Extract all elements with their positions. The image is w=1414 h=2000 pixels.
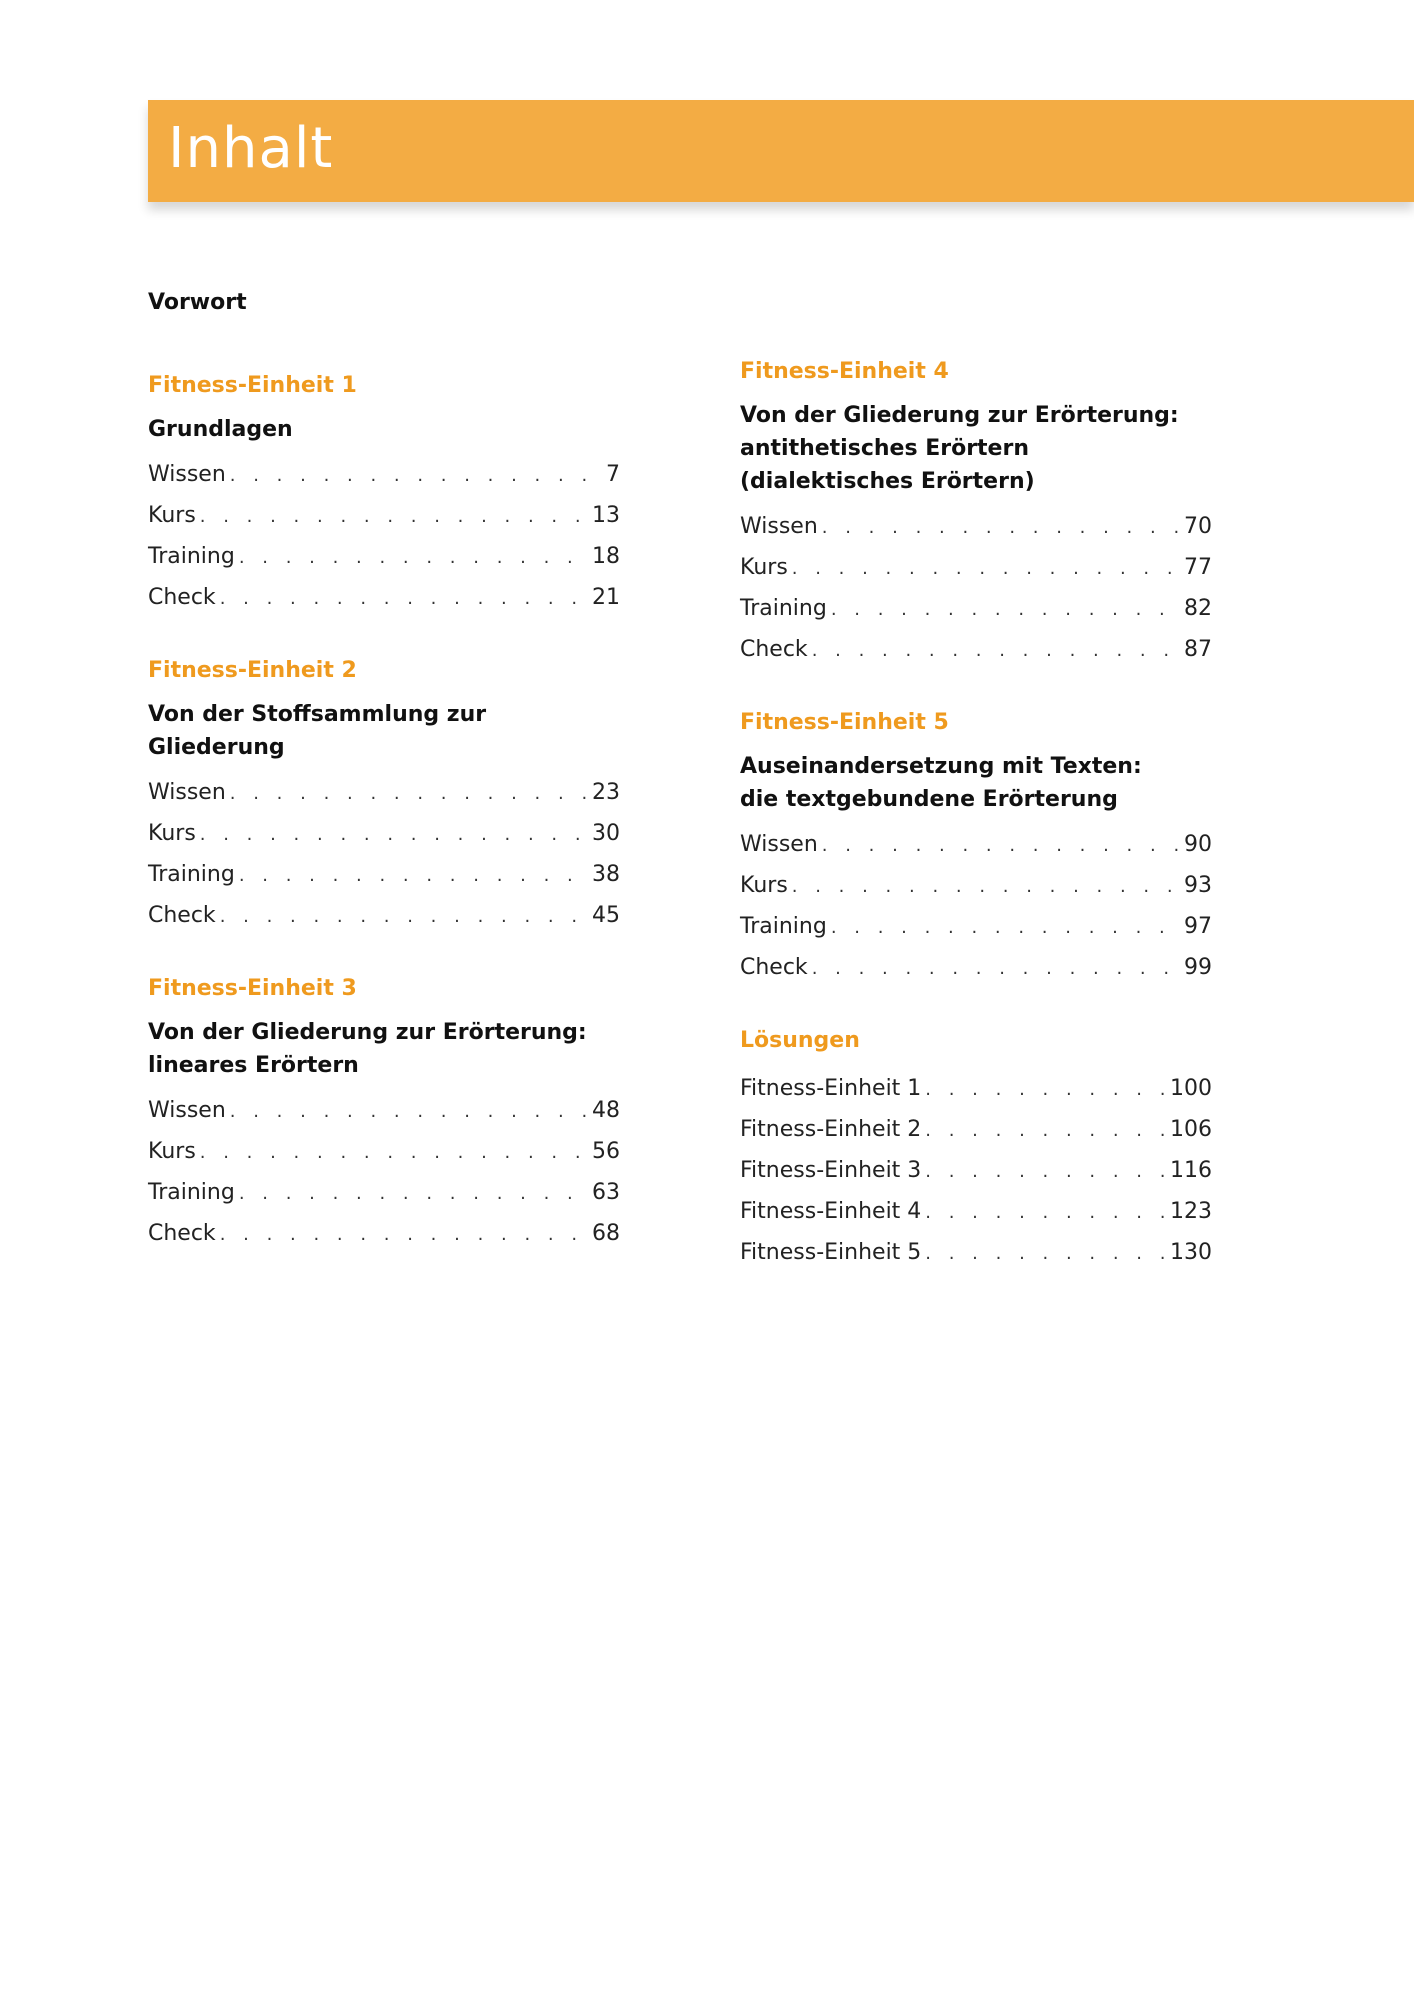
toc-entry-page-number: 30 <box>592 821 620 846</box>
dot-leader <box>239 537 586 578</box>
toc-entry-page-number: 56 <box>592 1139 620 1164</box>
toc-entry[interactable] <box>740 1068 1212 1109</box>
toc-entry-label: Wissen <box>148 1098 226 1123</box>
toc-entry-page-number: 130 <box>1170 1240 1212 1265</box>
dot-leader <box>925 1069 1164 1110</box>
toc-entry-label: Training <box>148 544 235 569</box>
toc-entry-page-number: 13 <box>592 503 620 528</box>
toc-entry-label: Training <box>740 596 827 621</box>
toc-entry-label: Check <box>148 1221 216 1246</box>
unit-subtitle: Von der Stoffsammlung zur Gliederung <box>148 702 487 760</box>
toc-entry[interactable] <box>148 495 620 536</box>
toc-section <box>740 1026 1212 1273</box>
toc-entry-page-number: 90 <box>1184 832 1212 857</box>
toc-entry-label: Fitness-Einheit 1 <box>740 1076 922 1101</box>
toc-entry-page-number: 18 <box>592 544 620 569</box>
dot-leader <box>925 1192 1164 1233</box>
toc-entry[interactable] <box>148 577 620 618</box>
toc-entry[interactable] <box>148 895 620 936</box>
dot-leader <box>230 455 600 496</box>
toc-entry-page-number: 38 <box>592 862 620 887</box>
toc-entry-page-number: 45 <box>592 903 620 928</box>
toc-entry-label: Training <box>148 1180 235 1205</box>
toc-entry-page-number: 93 <box>1184 873 1212 898</box>
dot-leader <box>200 496 586 537</box>
toc-entry[interactable] <box>740 824 1212 865</box>
unit-title[interactable]: Lösungen <box>740 1028 860 1053</box>
toc-preface-link[interactable]: Vorwort <box>148 290 247 315</box>
toc-entry-page-number: 68 <box>592 1221 620 1246</box>
toc-entry-label: Fitness-Einheit 2 <box>740 1117 922 1142</box>
toc-entry-label: Fitness-Einheit 5 <box>740 1240 922 1265</box>
unit-title[interactable]: Fitness-Einheit 3 <box>148 976 357 1001</box>
toc-entry-label: Check <box>148 903 216 928</box>
dot-leader <box>220 896 586 937</box>
toc-section <box>740 708 1212 988</box>
toc-entry[interactable] <box>740 506 1212 547</box>
toc-entry[interactable] <box>148 854 620 895</box>
unit-subtitle: Grundlagen <box>148 417 293 442</box>
dot-leader <box>200 1132 586 1173</box>
unit-subtitle: Auseinandersetzung mit Texten: die textgebundene Erörterung <box>740 754 1142 812</box>
toc-entry-page-number: 48 <box>592 1098 620 1123</box>
page-title: Inhalt <box>168 116 334 181</box>
toc-entry[interactable] <box>148 772 620 813</box>
unit-subtitle: Von der Gliederung zur Erörterung: antithetisches Erörtern (dialektisches Erörtern) <box>740 403 1179 494</box>
dot-leader <box>822 825 1178 866</box>
toc-entry-label: Kurs <box>148 1139 196 1164</box>
toc-section <box>740 357 1212 670</box>
unit-title[interactable]: Fitness-Einheit 2 <box>148 658 357 683</box>
toc-entry[interactable] <box>740 906 1212 947</box>
toc-entry[interactable] <box>148 1131 620 1172</box>
toc-entry-page-number: 21 <box>592 585 620 610</box>
dot-leader <box>812 948 1178 989</box>
toc-entry-page-number: 97 <box>1184 914 1212 939</box>
unit-title[interactable]: Fitness-Einheit 4 <box>740 359 949 384</box>
toc-entry[interactable] <box>148 1213 620 1254</box>
toc-entry[interactable] <box>148 1172 620 1213</box>
toc-entry-page-number: 123 <box>1170 1199 1212 1224</box>
toc-entry-label: Kurs <box>740 873 788 898</box>
toc-entry[interactable] <box>148 454 620 495</box>
toc-entry[interactable] <box>740 947 1212 988</box>
toc-entry[interactable] <box>740 588 1212 629</box>
toc-entry-page-number: 23 <box>592 780 620 805</box>
toc-entry[interactable] <box>148 536 620 577</box>
dot-leader <box>200 814 586 855</box>
dot-leader <box>822 507 1178 548</box>
dot-leader <box>230 773 586 814</box>
toc-section <box>148 371 620 618</box>
toc-entry-label: Fitness-Einheit 4 <box>740 1199 922 1224</box>
dot-leader <box>792 866 1178 907</box>
toc-entry-page-number: 77 <box>1184 555 1212 580</box>
toc-entry[interactable] <box>740 1191 1212 1232</box>
unit-title[interactable]: Fitness-Einheit 5 <box>740 710 949 735</box>
toc-entry[interactable] <box>148 813 620 854</box>
toc-entry-label: Check <box>148 585 216 610</box>
toc-entry-label: Wissen <box>148 462 226 487</box>
toc-section <box>148 656 620 936</box>
dot-leader <box>812 630 1178 671</box>
dot-leader <box>925 1151 1164 1192</box>
dot-leader <box>220 578 586 619</box>
toc-entry[interactable] <box>740 547 1212 588</box>
toc-entry-label: Wissen <box>740 832 818 857</box>
toc-entry[interactable] <box>740 1109 1212 1150</box>
dot-leader <box>925 1233 1164 1274</box>
toc-entry[interactable] <box>740 1232 1212 1273</box>
toc-left-column <box>148 290 620 1292</box>
header-banner <box>148 100 1414 202</box>
toc-entry-page-number: 7 <box>606 462 620 487</box>
toc-entry-page-number: 63 <box>592 1180 620 1205</box>
toc-entry-label: Kurs <box>740 555 788 580</box>
toc-entry-label: Wissen <box>740 514 818 539</box>
toc-entry-label: Training <box>740 914 827 939</box>
toc-entry-page-number: 87 <box>1184 637 1212 662</box>
dot-leader <box>239 1173 586 1214</box>
unit-subtitle: Von der Gliederung zur Erörterung: lineares Erörtern <box>148 1020 587 1078</box>
toc-entry-page-number: 99 <box>1184 955 1212 980</box>
toc-entry-label: Fitness-Einheit 3 <box>740 1158 922 1183</box>
dot-leader <box>831 907 1178 948</box>
toc-right-column <box>740 357 1212 1311</box>
toc-entry[interactable] <box>740 629 1212 670</box>
dot-leader <box>230 1091 586 1132</box>
toc-entry-page-number: 70 <box>1184 514 1212 539</box>
dot-leader <box>239 855 586 896</box>
dot-leader <box>831 589 1178 630</box>
toc-entry-label: Kurs <box>148 821 196 846</box>
toc-entry-page-number: 82 <box>1184 596 1212 621</box>
toc-entry-page-number: 116 <box>1170 1158 1212 1183</box>
dot-leader <box>925 1110 1164 1151</box>
toc-entry[interactable] <box>740 865 1212 906</box>
dot-leader <box>220 1214 586 1255</box>
toc-entry-label: Kurs <box>148 503 196 528</box>
toc-entry-label: Check <box>740 955 808 980</box>
unit-title[interactable]: Fitness-Einheit 1 <box>148 373 357 398</box>
toc-entry[interactable] <box>148 1090 620 1131</box>
toc-entry-label: Check <box>740 637 808 662</box>
toc-entry[interactable] <box>740 1150 1212 1191</box>
toc-entry-label: Training <box>148 862 235 887</box>
toc-entry-label: Wissen <box>148 780 226 805</box>
toc-entry-page-number: 106 <box>1170 1117 1212 1142</box>
dot-leader <box>792 548 1178 589</box>
toc-section <box>148 974 620 1254</box>
toc-entry-page-number: 100 <box>1170 1076 1212 1101</box>
